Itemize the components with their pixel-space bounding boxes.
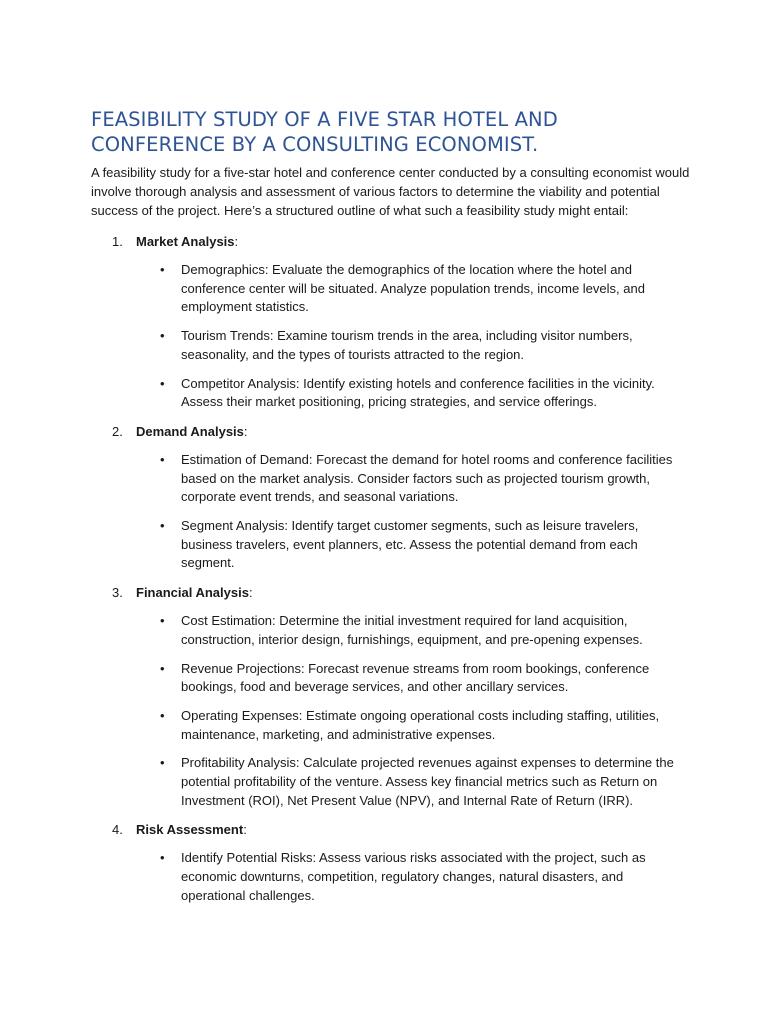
- bullet-text: Profitability Analysis: Calculate projected revenues against expenses to determine the potential profitability of the venture. Assess key financial metrics such as Return on Investment (ROI), Net Present Value (NPV), and Internal Rate of Return (IRR).: [181, 755, 674, 808]
- section-heading-suffix: :: [243, 423, 248, 439]
- section-number: 4.: [112, 822, 123, 838]
- section-number: 1.: [112, 234, 123, 249]
- bullet-text: Cost Estimation: Determine the initial investment required for land acquisition, construction, interior design, furnishings, equipment, and pre-opening expenses.: [181, 613, 643, 647]
- section-heading-text: Risk Assessment: [136, 822, 244, 838]
- bullet-text: Estimation of Demand: Forecast the demand for hotel rooms and conference facilities based on the market analysis. Consider factors such as projected tourism growth, corporate event trends, and seasonal variations.: [181, 451, 673, 505]
- bullet-item: [136, 451, 691, 507]
- bullet-icon: •: [160, 850, 165, 866]
- section-heading-text: Market Analysis: [136, 234, 235, 249]
- section-heading-text: Demand Analysis: [136, 423, 244, 439]
- section-heading: [136, 422, 691, 441]
- bullet-text: Demographics: Evaluate the demographics of the location where the hotel and conference center will be situated. Analyze population trends, income levels, and employment statistics.: [181, 262, 645, 315]
- section-item: [91, 232, 691, 412]
- section-item: [91, 422, 691, 573]
- bullet-icon: •: [160, 755, 165, 771]
- section-heading: [136, 820, 691, 839]
- bullet-icon: •: [160, 660, 165, 676]
- bullet-text: Operating Expenses: Estimate ongoing operational costs including staffing, utilities, maintenance, marketing, and administrative expenses.: [181, 707, 660, 742]
- bullet-icon: •: [160, 707, 165, 723]
- section-item: [91, 583, 691, 810]
- bullet-icon: •: [160, 518, 165, 534]
- section-list: [91, 232, 691, 906]
- bullet-item: [136, 517, 691, 573]
- bullet-item: [136, 754, 691, 810]
- document-page: [91, 107, 691, 916]
- bullet-text: Competitor Analysis: Identify existing hotels and conference facilities in the vicinity. Assess their market positioning, pricing strategies, and service offerings.: [181, 375, 655, 410]
- bullet-list: [136, 849, 691, 905]
- bullet-text: Identify Potential Risks: Assess various risks associated with the project, such as economic downturns, competition, regulatory changes, natural disasters, and operational challenges.: [181, 850, 646, 903]
- bullet-icon: •: [160, 375, 165, 391]
- bullet-item: [136, 375, 691, 412]
- document-title: FEASIBILITY STUDY OF A FIVE STAR HOTEL AND CONFERENCE BY A CONSULTING ECONOMIST.: [91, 108, 558, 156]
- bullet-list: [136, 261, 691, 412]
- section-heading-text: Financial Analysis: [136, 585, 249, 601]
- section-heading-suffix: :: [248, 585, 253, 601]
- bullet-list: [136, 451, 691, 573]
- section-number: 2.: [112, 423, 123, 439]
- bullet-item: [136, 849, 691, 905]
- bullet-text: Revenue Projections: Forecast revenue streams from room bookings, conference bookings, food and beverage services, and other ancillary services.: [181, 660, 650, 695]
- bullet-item: [136, 327, 691, 364]
- bullet-icon: •: [160, 613, 165, 629]
- section-number: 3.: [112, 585, 123, 601]
- intro-paragraph: A feasibility study for a five-star hotel and conference center conducted by a consulting economist would involve thorough analysis and assessment of various factors to determine the viability and potential success of the project. Here’s a structured outline of what such a feasibility study might entail:: [91, 165, 690, 218]
- section-heading: [136, 232, 691, 251]
- section-heading-suffix: :: [243, 822, 247, 838]
- bullet-item: [136, 660, 691, 697]
- section-heading: [136, 583, 691, 602]
- bullet-icon: •: [160, 328, 165, 344]
- section-item: [91, 820, 691, 905]
- bullet-icon: •: [160, 451, 165, 467]
- bullet-text: Tourism Trends: Examine tourism trends in the area, including visitor numbers, seasonality, and the types of tourists attracted to the region.: [181, 328, 633, 362]
- bullet-list: [136, 612, 691, 810]
- bullet-icon: •: [160, 262, 165, 277]
- bullet-text: Segment Analysis: Identify target customer segments, such as leisure travelers, business travelers, event planners, etc. Assess the potential demand from each segment.: [181, 518, 639, 571]
- section-heading-suffix: :: [234, 234, 239, 249]
- bullet-item: [136, 261, 691, 317]
- bullet-item: [136, 707, 691, 744]
- bullet-item: [136, 612, 691, 649]
